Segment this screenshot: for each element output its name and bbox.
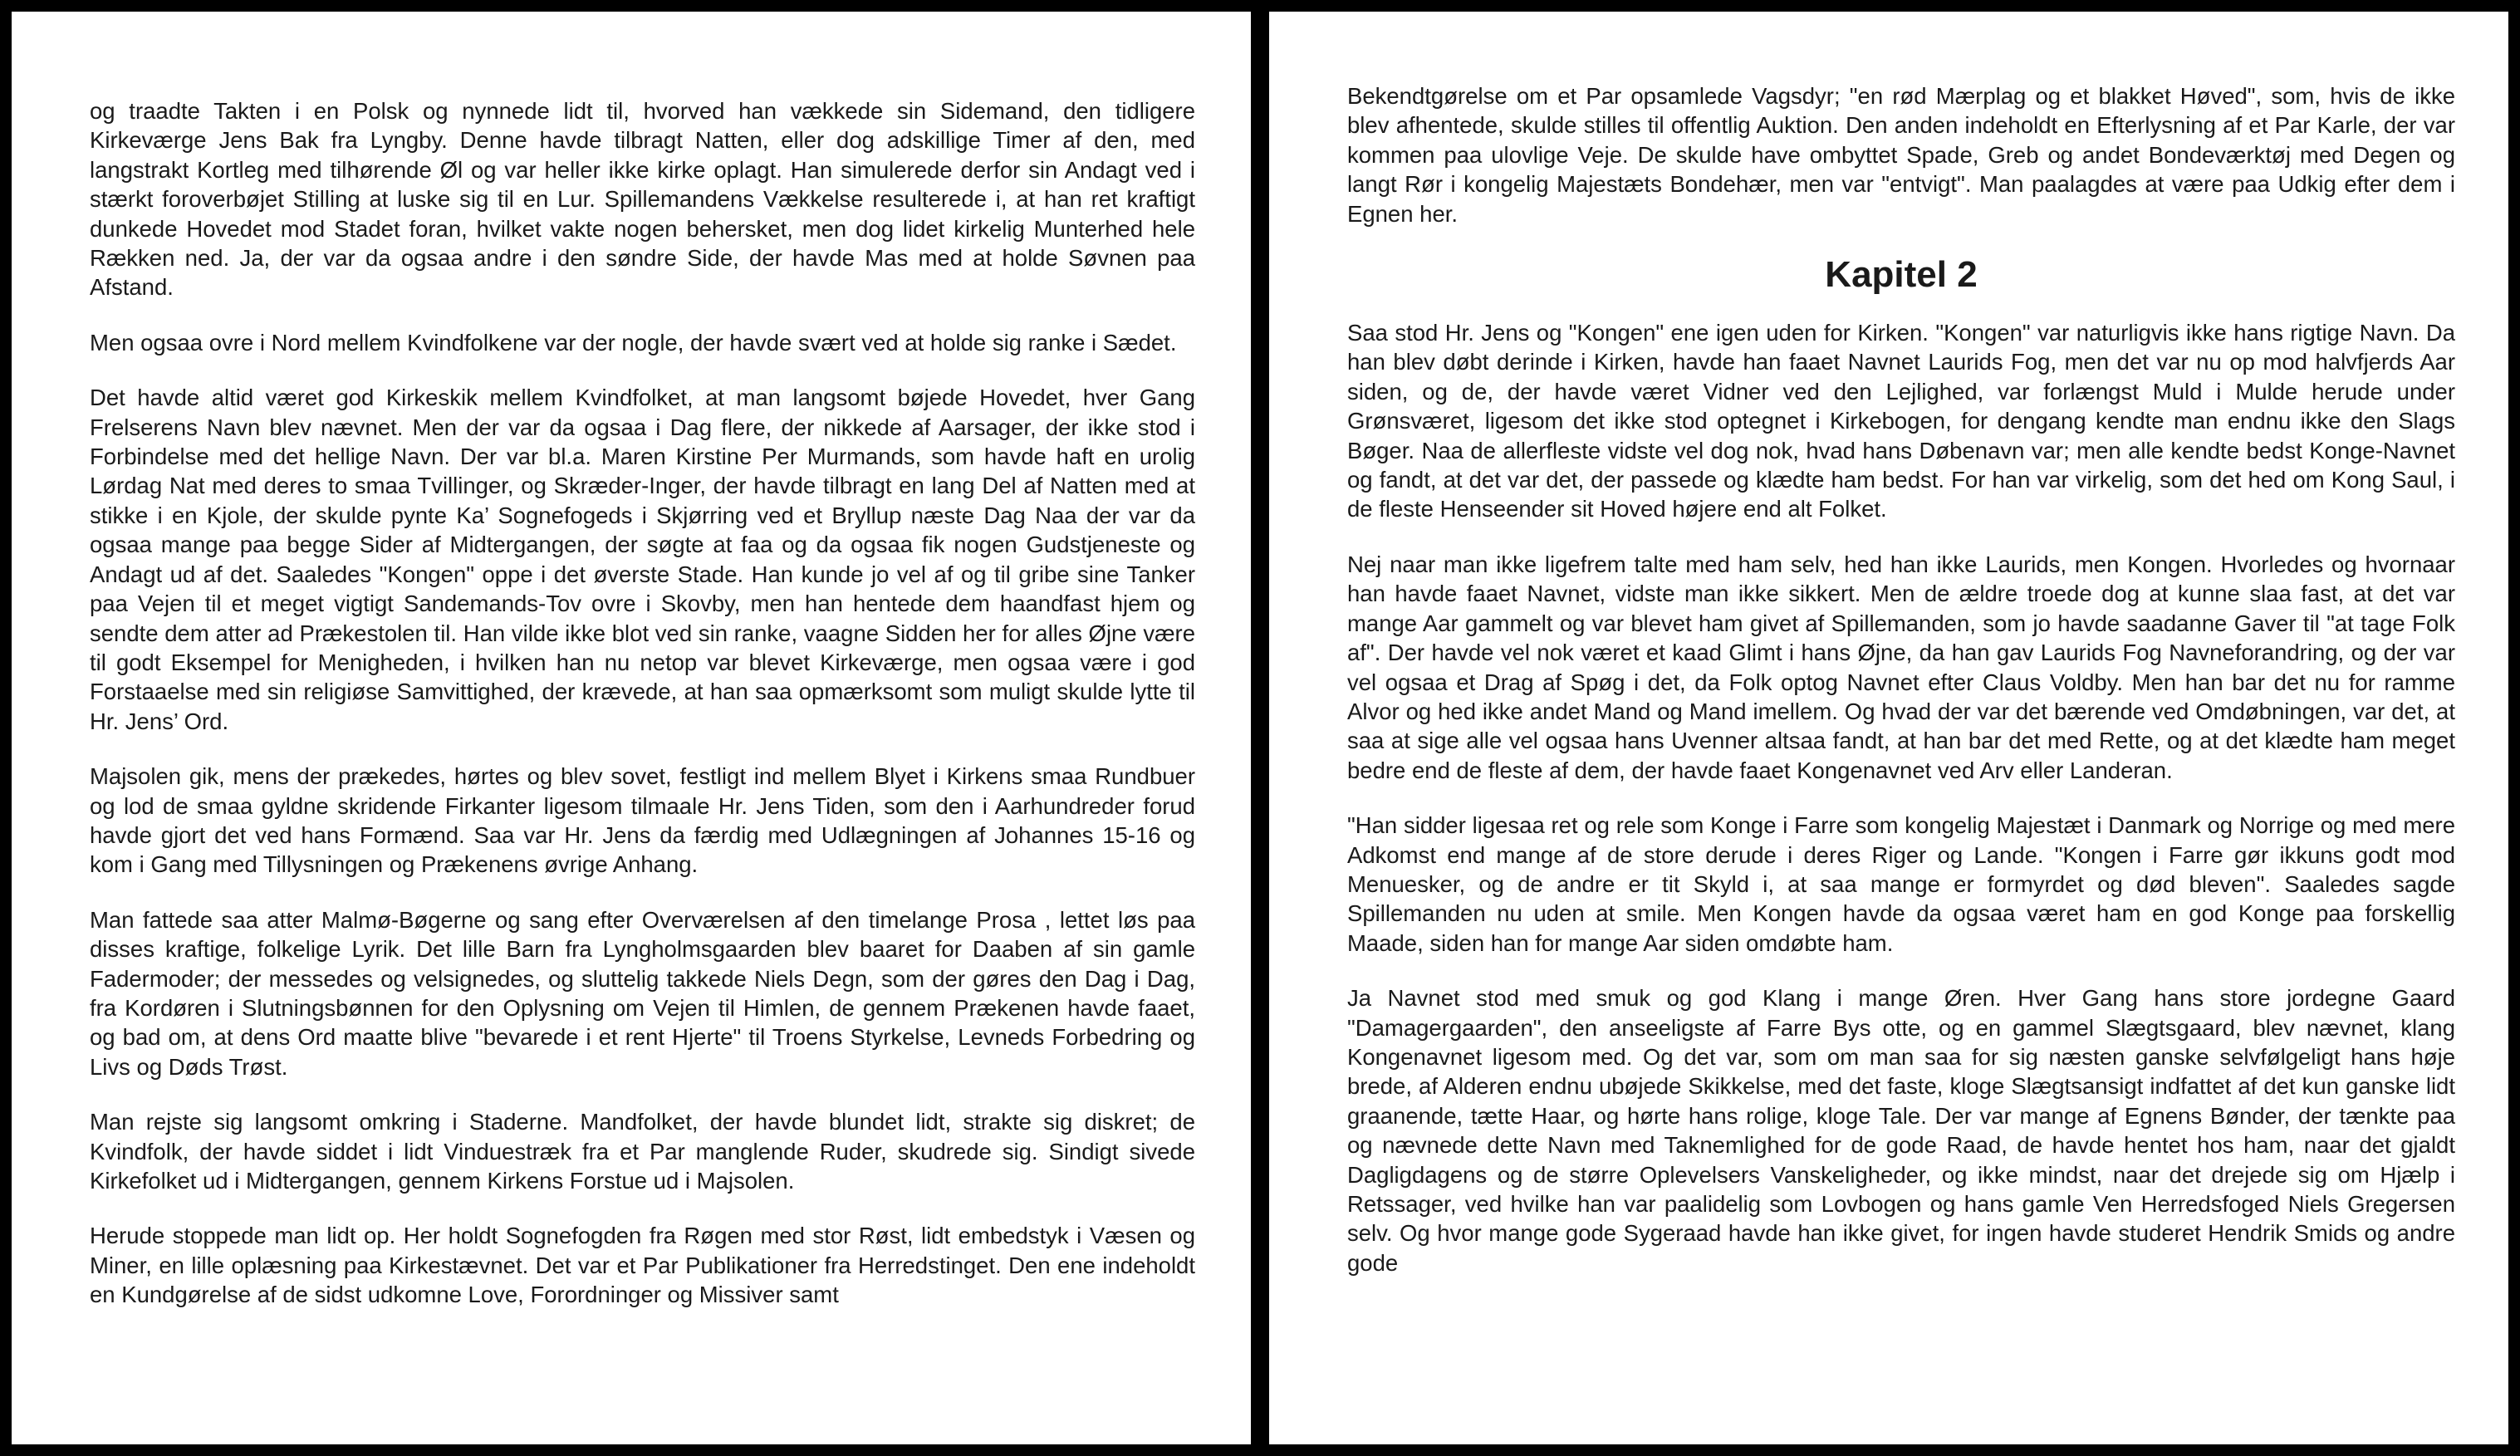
chapter-title: Kapitel 2 [1825,254,1978,296]
right-page [1269,12,2508,1444]
paragraph: Man rejste sig langsomt omkring i Staderne. Mandfolket, der havde blundet lidt, strakte sig diskret; de Kvindfolk, der havde siddet i lidt Vinduestræk fra et Par manglende Ruder, skudrede sig. Sindigt sivede Kirkefolket ud i Midtergangen, gennem Kirkens Forstue ud i Majsolen. [90,1109,1195,1194]
paragraph: Ja Navnet stod med smuk og god Klang i mange Øren. Hver Gang hans store jordegne Gaard "Damagergaarden", den anseeligste af Farre Bys otte, og en gammel Slægtsgaard, blev nævnet, klang Kongenavnet ligesom med. Og det var, som om man saa for sig næsten ganske selvfølgeligt hans høje brede, af Alderen endnu ubøjede Skikkelse, med det faste, kloge Slægtsansigt indfattet af det kun ganske lidt graanende, tætte Haar, og hørte hans rolige, kloge Tale. Der var mange af Egnens Bønder, der tænkte paa og nævnede dette Navn med Taknemlighed for de gode Raad, de havde hentet hos ham, naar det gjaldt Dagligdagens og de større Oplevelsers Vanskeligheder, og ikke mindst, naar det drejede sig om Hjælp i Retssager, ved hvilke han var paalidelig som Lovbogen og hans gamle Ven Herredsfoged Niels Gregersen selv. Og hvor mange gode Sygeraad havde han ikke givet, for ingen havde studeret Hendrik Smids og andre gode [1347,985,2455,1276]
intro-paragraph: Bekendtgørelse om et Par opsamlede Vagsdyr; "en rød Mærplag og et blakket Høved", som, hvis de ikke blev afhentede, skulde stilles til offentlig Auktion. Den anden indeholdt en Efterlysning af et Par Karle, der var kommen paa ulovlige Veje. De skulde have ombyttet Spade, Greb og andet Bondeværktøj med Degen og langt Rør i kongelig Majestæts Bondehær, men var "entvigt". Man paalagdes at være paa Udkig efter dem i Egnen her. [1347,83,2455,227]
paragraph: Men ogsaa ovre i Nord mellem Kvindfolkene var der nogle, der havde svært ved at holde sig ranke i Sædet. [90,329,1177,355]
paragraph: "Han sidder ligesaa ret og rele som Konge i Farre som kongelig Majestæt i Danmark og Norrige og med mere Adkomst end mange af de store derude i deres Riger og Lande. "Kongen i Farre gør ikkuns godt mod Menuesker, og de andre er tit Skyld i, at saa mange er formyrdet og død bleven". Saaledes sagde Spillemanden nu uden at smile. Men Kongen havde da ogsaa været ham en god Konge paa forskellig Maade, siden han for mange Aar siden omdøbte ham. [1347,812,2455,956]
paragraph: Saa stod Hr. Jens og "Kongen" ene igen uden for Kirken. "Kongen" var naturligvis ikke hans rigtige Navn. Da han blev døbt derinde i Kirken, havde han faaet Navnet Laurids Fog, men det var nu op mod halvfjerds Aar siden, og de, der havde været Vidner ved den Lejlighed, var forlængst Muld i Mulde herude under Grønsværet, ligesom det ikke stod optegnet i Kirkebogen, for dengang kendte man endnu ikke den Slags Bøger. Naa de allerfleste vidste vel dog nok, hvad hans Døbenavn var; men alle kendte bedst Konge-Navnet og fandt, at det var det, der passede og klædte ham bedst. For han var virkelig, som det hed om Kong Saul, i de fleste Henseender sit Hoved højere end alt Folket. [1347,320,2455,522]
paragraph: Majsolen gik, mens der prækedes, hørtes og blev sovet, festligt ind mellem Blyet i Kirkens smaa Rundbuer og lod de smaa gyldne skridende Firkanter ligesom tilmaale Hr. Jens Tiden, som den i Aarhundreder forud havde gjort det ved hans Formænd. Saa var Hr. Jens da færdig med Udlægningen af Johannes 15-16 og kom i Gang med Tillysningen og Prækenens øvrige Anhang. [90,763,1195,878]
paragraph: Man fattede saa atter Malmø-Bøgerne og sang efter Overværelsen af den timelange Prosa , lettet løs paa disses kraftige, folkelige Lyrik. Det lille Barn fra Lyngholmsgaarden blev baaret for Daaben af sin gamle Fadermoder; der messedes og velsignedes, og sluttelig takkede Niels Degn, som der gøres den Dag i Dag, fra Kordøren i Slutningsbønnen for den Oplysning om Vejen til Himlen, de gennem Prækenen havde faaet, og bad om, at dens Ord maatte blive "bevarede i et rent Hjerte" til Troens Styrkelse, Levneds Forbedring og Livs og Døds Trøst. [90,906,1195,1080]
paragraph: Det havde altid været god Kirkeskik mellem Kvindfolket, at man langsomt bøjede Hovedet, hver Gang Frelserens Navn blev nævnet. Men der var da ogsaa i Dag flere, der nikkede af Aarsager, der ikke stod i Forbindelse med det hellige Navn. Der var bl.a. Maren Kirstine Per Murmands, som havde haft en urolig Lørdag Nat med deres to smaa Tvillinger, og Skræder-Inger, der havde tilbragt en lang Del af Natten med at stikke i en Kjole, der skulde pynte Ka’ Sognefogeds i Skjørring ved et Bryllup næste Dag Naa der var da ogsaa mange paa begge Sider af Midtergangen, der søgte at faa og da ogsaa fik nogen Gudstjeneste og Andagt ud af det. Saaledes "Kongen" oppe i det øverste Stade. Han kunde jo vel af og til gribe sine Tanker paa Vejen til et meget vigtigt Sandemands-Tov ovre i Skovby, men han hentede dem haandfast hjem og sendte dem atter ad Prækestolen til. Han vilde ikke blot ved sin ranke, vaagne Sidden her for alles Øjne være til godt Eksempel for Menigheden, i hvilken han nu netop var blevet Kirkeværge, men ogsaa være i god Forstaaelse med sin religiøse Samvittighed, der krævede, at han saa opmærksomt som muligt skulde lytte til Hr. Jens’ Ord. [90,385,1195,734]
paragraph: Nej naar man ikke ligefrem talte med ham selv, hed han ikke Laurids, men Kongen. Hvorledes og hvornaar han havde faaet Navnet, vidste man ikke sikkert. Men de ældre troede dog at kunne slaa fast, at det var mange Aar gammelt og var blevet ham givet af Spillemanden, som jo havde saadanne Gaver til "at tage Folk af". Der havde vel nok været et kaad Glimt i hans Øjne, da han gav Laurids Fog Navneforandring, og der var vel ogsaa et Drag af Spøg i det, da Folk optog Navnet efter Claus Voldby. Men han bar det nu for ramme Alvor og hed ikke andet Mand og Mand imellem. Og hvad der var det bærende ved Omdøbningen, var det, at saa at sige alle vel ogsaa hans Uvenner altsaa fandt, at han bar det med Rette, og at det klædte ham meget bedre end de fleste af dem, der havde faaet Kongenavnet ved Arv eller Landeran. [1347,551,2455,783]
paragraph: og traadte Takten i en Polsk og nynnede lidt til, hvorved han vækkede sin Sidemand, den tidligere Kirkeværge Jens Bak fra Lyngby. Denne havde tilbragt Natten, eller dog adskillige Timer af den, med langstrakt Kortleg med tilhørende Øl og var heller ikke kirke oplagt. Han simulerede derfor sin Andagt ved i stærkt foroverbøjet Stilling at luske sig til en Lur. Spillemandens Vækkelse resulterede i, at han ret kraftigt dunkede Hovedet mod Stadet foran, hvilket vakte nogen behersket, men dog lidet kirkelig Munterhed hele Rækken ned. Ja, der var da ogsaa andre i den søndre Side, der havde Mas med at holde Søvnen paa Afstand. [90,98,1195,301]
paragraph: Herude stoppede man lidt op. Her holdt Sognefogden fra Røgen med stor Røst, lidt embedstyk i Væsen og Miner, en lille oplæsning paa Kirkestævnet. Det var et Par Publikationer fra Herredstinget. Den ene indeholdt en Kundgørelse af de sidst udkomne Love, Forordninger og Missiver samt [90,1223,1195,1308]
left-page [12,12,1251,1444]
